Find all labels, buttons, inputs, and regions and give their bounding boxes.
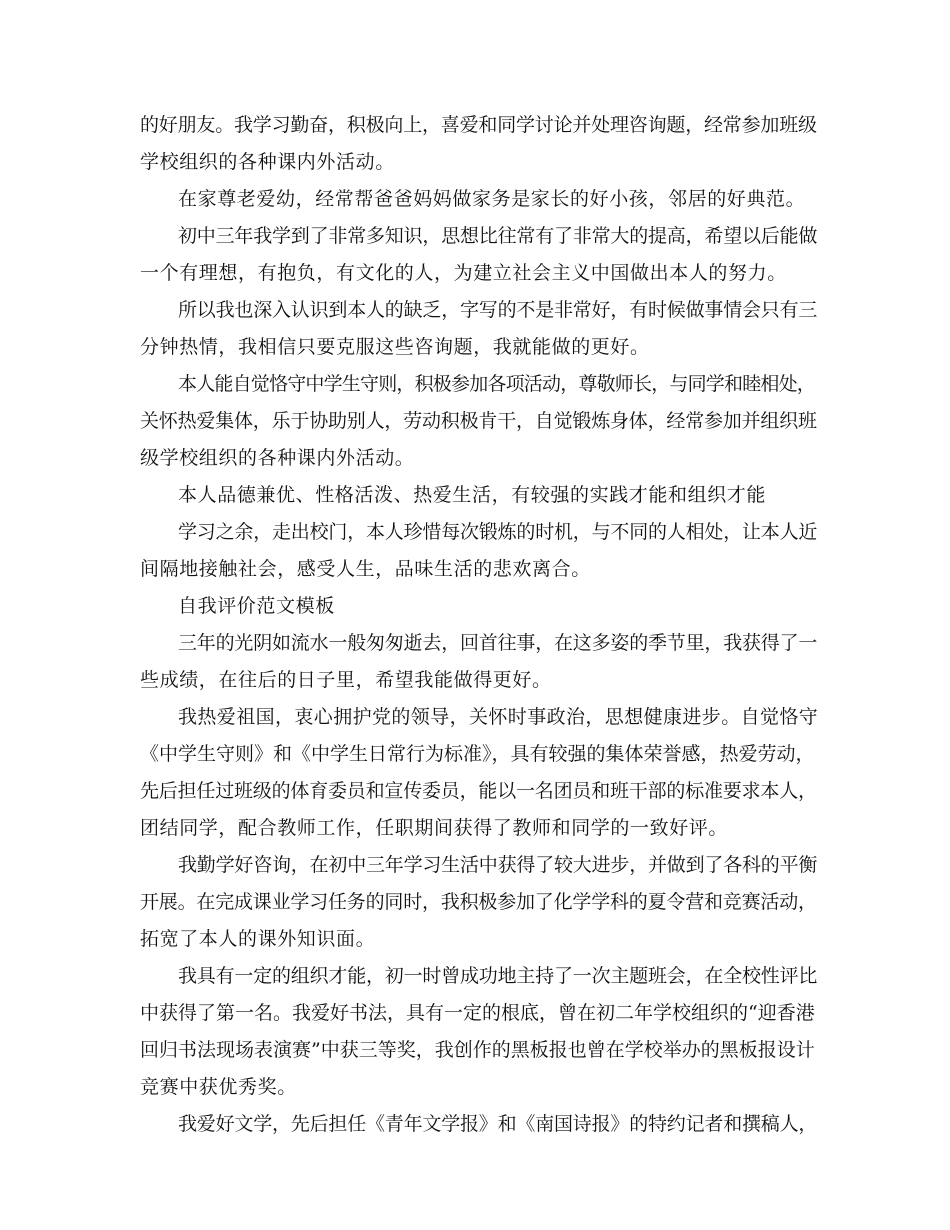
text-line: 些成绩，在往后的日子里，希望我能做得更好。 (140, 669, 552, 691)
text-line: 在家尊老爱幼，经常帮爸爸妈妈做家务是家长的好小孩，邻居的好典范。 (178, 188, 806, 210)
text-line: 我勤学好咨询，在初中三年学习生活中获得了较大进步，并做到了各科的平衡 (178, 854, 818, 876)
text-line: 本人品德兼优、性格活泼、热爱生活，有较强的实践才能和组织才能 (178, 484, 767, 506)
text-line: 学习之余，走出校门，本人珍惜每次锻炼的时机，与不同的人相处，让本人近 (178, 521, 818, 543)
text-line: 级学校组织的各种课内外活动。 (140, 447, 415, 469)
text-line: 中获得了第一名。我爱好书法，具有一定的根底，曾在初二年学校组织的“迎香港 (140, 1002, 815, 1024)
text-line: 拓宽了本人的课外知识面。 (140, 928, 376, 950)
text-line: 关怀热爱集体，乐于协助别人，劳动积极肯干，自觉锻炼身体，经常参加并组织班 (140, 410, 817, 432)
text-line: 我热爱祖国，衷心拥护党的领导，关怀时事政治，思想健康进步。自觉恪守 (178, 706, 819, 728)
text-line: 先后担任过班级的体育委员和宣传委员，能以一名团员和班干部的标准要求本人， (140, 780, 817, 802)
section-heading: 自我评价范文模板 (178, 595, 335, 617)
text-line: 竞赛中获优秀奖。 (140, 1076, 297, 1098)
text-line: 分钟热情，我相信只要克服这些咨询题，我就能做的更好。 (140, 336, 650, 358)
text-line: 学校组织的各种课内外活动。 (140, 151, 395, 173)
text-line: 《中学生守则》和《中学生日常行为标准》，具有较强的集体荣誉感，热爱劳动， (140, 743, 815, 765)
text-line: 回归书法现场表演赛”中获三等奖，我创作的黑板报也曾在学校举办的黑板报设计 (140, 1039, 815, 1061)
text-line: 本人能自觉恪守中学生守则，积极参加各项活动，尊敬师长，与同学和睦相处， (178, 373, 816, 395)
text-line: 我具有一定的组织才能，初一时曾成功地主持了一次主题班会，在全校性评比 (178, 965, 818, 987)
text-line: 间隔地接触社会，感受人生，品味生活的悲欢离合。 (140, 558, 591, 580)
text-line: 三年的光阴如流水一般匆匆逝去，回首往事，在这多姿的季节里，我获得了一 (178, 632, 818, 654)
text-line: 团结同学，配合教师工作，任职期间获得了教师和同学的一致好评。 (140, 817, 729, 839)
text-line: 一个有理想，有抱负，有文化的人，为建立社会主义中国做出本人的努力。 (140, 262, 787, 284)
text-line: 的好朋友。我学习勤奋，积极向上，喜爱和同学讨论并处理咨询题，经常参加班级 (140, 114, 817, 136)
text-line: 所以我也深入认识到本人的缺乏，字写的不是非常好，有时候做事情会只有三 (178, 299, 818, 321)
text-line: 初中三年我学到了非常多知识，思想比往常有了非常大的提高，希望以后能做 (178, 225, 818, 247)
text-line: 开展。在完成课业学习任务的同时，我积极参加了化学学科的夏令营和竞赛活动， (140, 891, 817, 913)
text-line: 我爱好文学，先后担任《青年文学报》和《南国诗报》的特约记者和撰稿人， (178, 1113, 818, 1135)
